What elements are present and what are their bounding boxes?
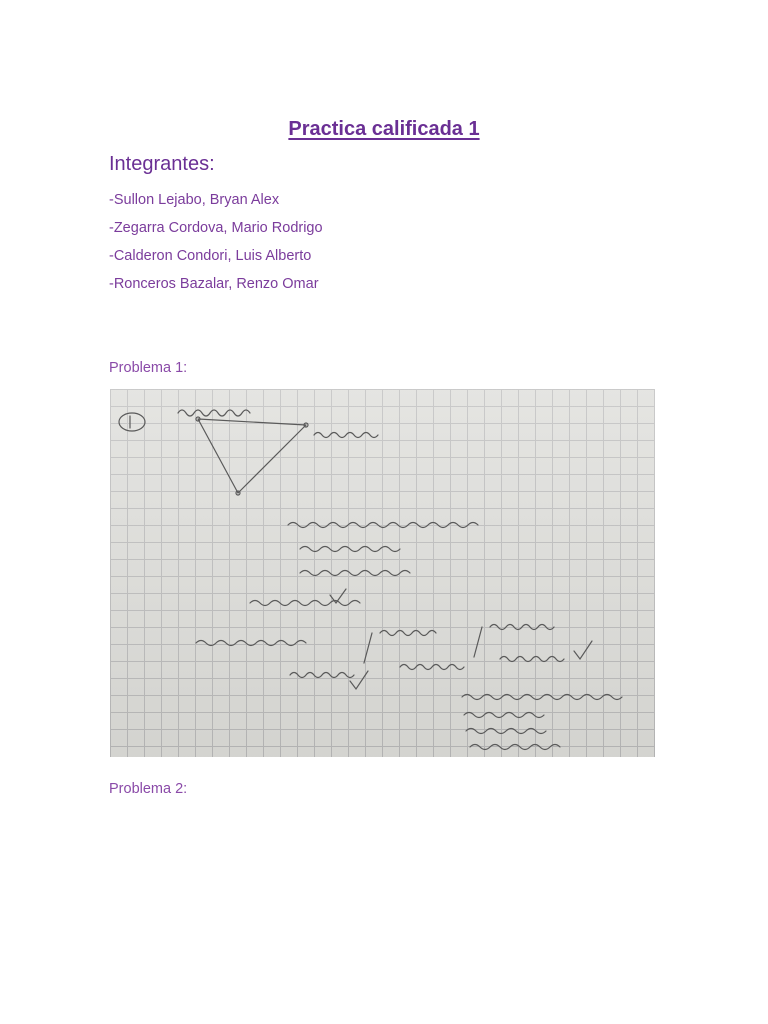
- member-item: -Sullon Lejabo, Bryan Alex: [109, 192, 280, 208]
- document-title: Practica calificada 1: [288, 118, 480, 140]
- problem-1-label: Problema 1:: [109, 360, 188, 376]
- member-item: -Calderon Condori, Luis Alberto: [109, 248, 312, 264]
- member-item: -Zegarra Cordova, Mario Rodrigo: [109, 220, 323, 236]
- member-item: -Ronceros Bazalar, Renzo Omar: [109, 276, 319, 292]
- problem-2-label: Problema 2:: [109, 781, 188, 797]
- members-list: [109, 190, 323, 302]
- members-heading: Integrantes:: [109, 153, 215, 175]
- handwritten-solution-drawing: [110, 389, 655, 757]
- problem-1-handwritten-photo: [110, 389, 655, 757]
